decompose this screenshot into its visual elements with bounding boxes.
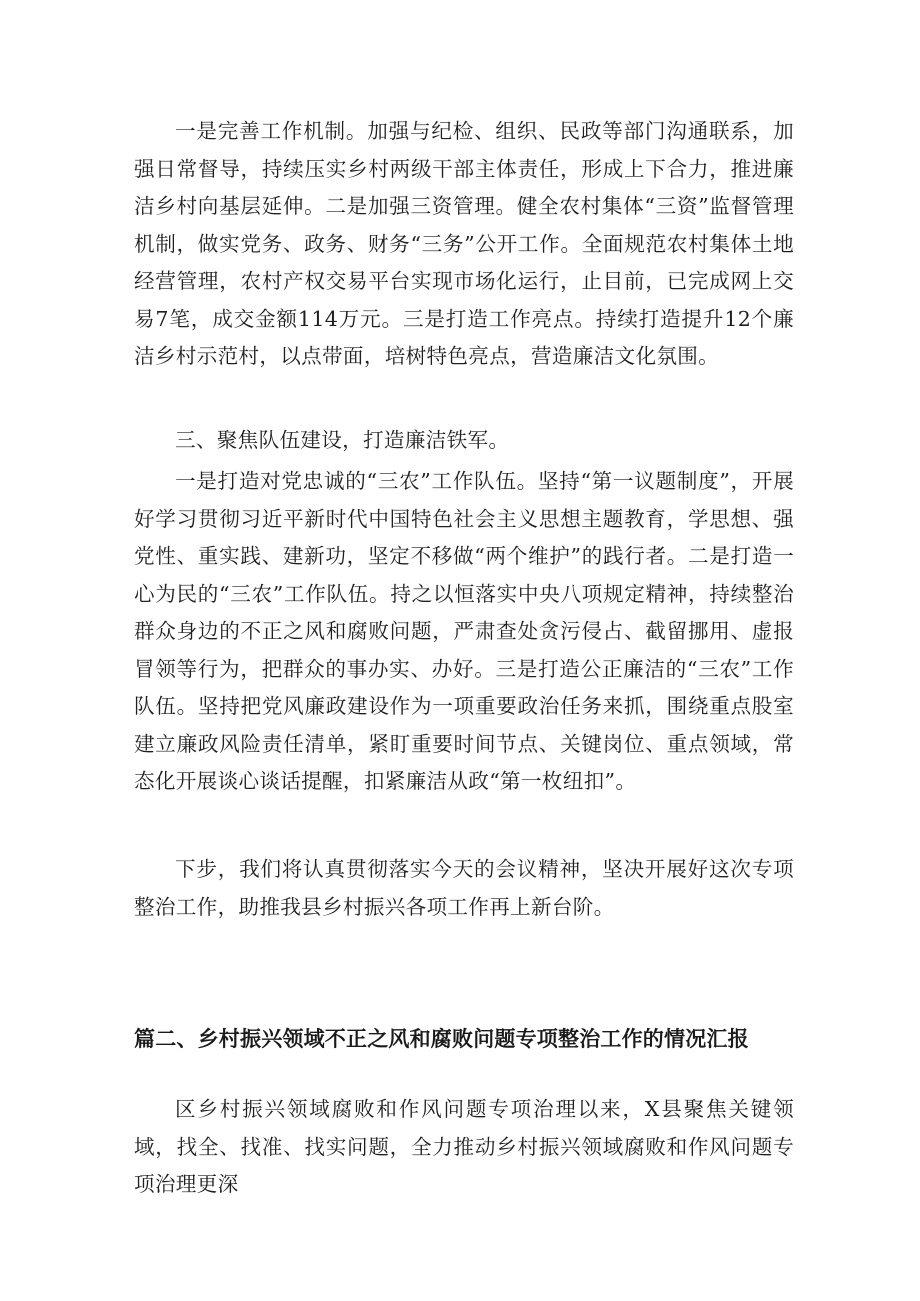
paragraph-report-intro: 区乡村振兴领域腐败和作风问题专项治理以来，X县聚焦关键领域，找全、找准、找实问题，全力推动乡村振兴领域腐败和作风问题专项治理更深 [134,1097,794,1196]
paragraph-team-building: 一是打造对党忠诚的“三农”工作队伍。坚持“第一议题制度”，开展好学习贯彻习近平新时代中国特色社会主义思想主题教育，学思想、强党性、重实践、建新功，坚定不移做“两个维护”的践行者。二是打造一心为民的“三农”工作队伍。持之以恒落实中央八项规定精神，持续整治群众身边的不正之风和腐败问题，严肃查处贪污侵占、截留挪用、虚报冒领等行为，把群众的事办实、办好。三是打造公正廉洁的“三农”工作队伍。坚持把党风廉政建设作为一项重要政治任务来抓，围绕重点股室建立廉政风险责任清单，紧盯重要时间节点、关键岗位、重点领域，常态化开展谈心谈话提醒，扣紧廉洁从政“第一枚纽扣”。 [134,469,794,793]
section-heading: 篇二、乡村振兴领域不正之风和腐败问题专项整治工作的情况汇报 [134,1027,749,1051]
paragraph-work-mechanism: 一是完善工作机制。加强与纪检、组织、民政等部门沟通联系，加强日常督导，持续压实乡村两级干部主体责任，形成上下合力，推进廉洁乡村向基层延伸。二是加强三资管理。健全农村集体“三资”监督管理机制，做实党务、政务、财务“三务”公开工作。全面规范农村集体土地经营管理，农村产权交易平台实现市场化运行，止目前，已完成网上交易7笔，成交金额114万元。三是打造工作亮点。持续打造提升12个廉洁乡村示范村，以点带面，培树特色亮点，营造廉洁文化氛围。 [134,119,794,368]
paragraph-next-steps: 下步，我们将认真贯彻落实今天的会议精神，坚决开展好这次专项整治工作，助推我县乡村振兴各项工作再上新台阶。 [134,857,794,919]
paragraph-section-three-title: 三、聚焦队伍建设，打造廉洁铁军。 [175,428,510,452]
